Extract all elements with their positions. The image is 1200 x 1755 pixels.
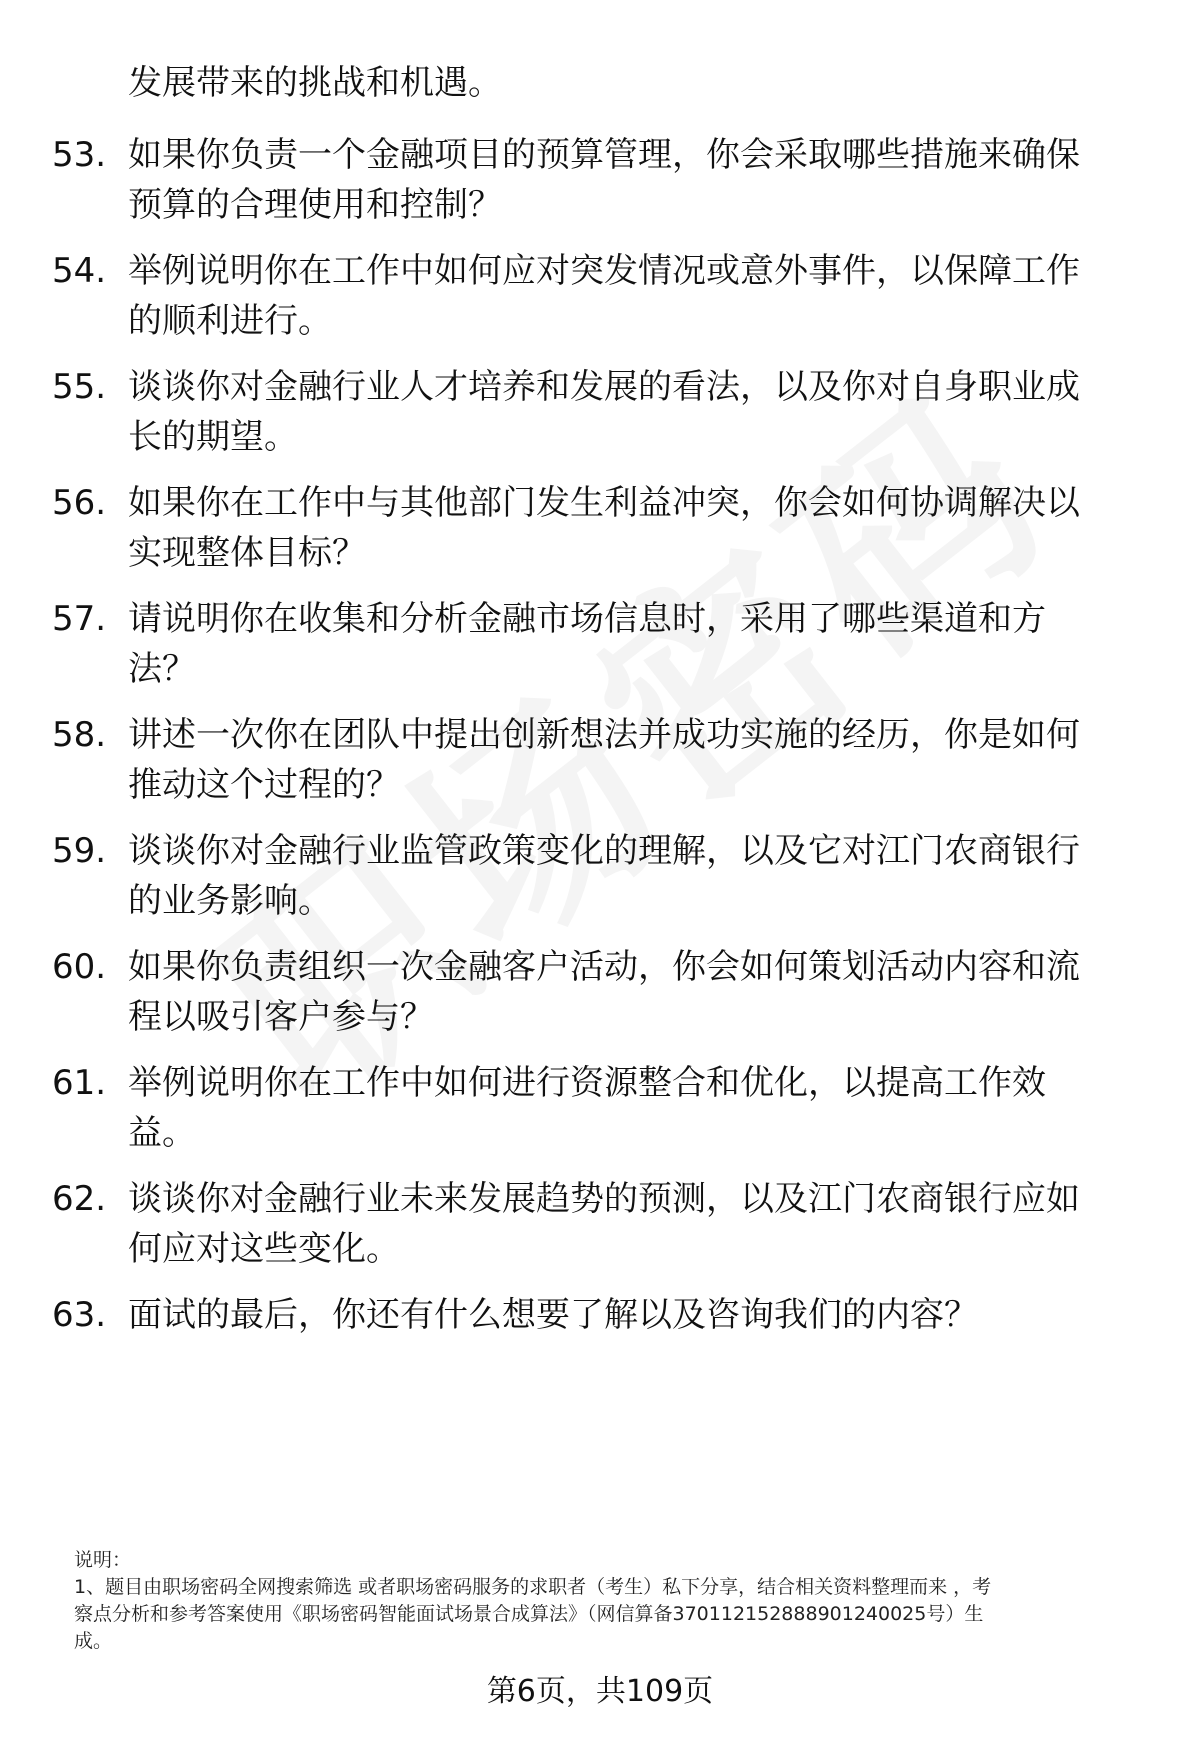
question-line: 谈谈你对金融行业人才培养和发展的看法，以及你对自身职业成 bbox=[128, 367, 1080, 407]
question-text bbox=[128, 130, 1148, 230]
question-number: 62. bbox=[52, 1179, 107, 1219]
page-number: 第6页，共109页 bbox=[486, 1674, 714, 1709]
question-number: 56. bbox=[52, 483, 107, 523]
question-line: 讲述一次你在团队中提出创新想法并成功实施的经历，你是如何 bbox=[128, 715, 1080, 755]
question-text bbox=[128, 942, 1148, 1042]
question-line: 的顺利进行。 bbox=[128, 301, 332, 341]
question-number: 59. bbox=[52, 831, 107, 871]
question-number: 55. bbox=[52, 367, 107, 407]
question-text bbox=[128, 1174, 1148, 1274]
note-section bbox=[74, 1547, 1154, 1655]
question-line: 如果你负责一个金融项目的预算管理，你会采取哪些措施来确保 bbox=[128, 135, 1080, 175]
question-number: 54. bbox=[52, 251, 107, 291]
note-line: 成。 bbox=[74, 1630, 113, 1652]
question-line: 谈谈你对金融行业未来发展趋势的预测，以及江门农商银行应如 bbox=[128, 1179, 1080, 1219]
question-line: 实现整体目标？ bbox=[128, 533, 366, 573]
question-text bbox=[128, 710, 1148, 810]
question-line: 益。 bbox=[128, 1113, 196, 1153]
question-line: 如果你负责组织一次金融客户活动，你会如何策划活动内容和流 bbox=[128, 947, 1080, 987]
question-line: 举例说明你在工作中如何应对突发情况或意外事件，以保障工作 bbox=[128, 251, 1080, 291]
note-title: 说明： bbox=[74, 1549, 132, 1571]
question-number: 61. bbox=[52, 1063, 107, 1103]
question-line: 请说明你在收集和分析金融市场信息时，采用了哪些渠道和方 bbox=[128, 599, 1046, 639]
question-number: 58. bbox=[52, 715, 107, 755]
question-text bbox=[128, 1058, 1148, 1158]
question-number: 63. bbox=[52, 1295, 107, 1335]
question-line: 推动这个过程的？ bbox=[128, 765, 400, 805]
question-text bbox=[128, 246, 1148, 346]
question-text bbox=[128, 478, 1148, 578]
question-line: 程以吸引客户参与？ bbox=[128, 997, 434, 1037]
question-number: 60. bbox=[52, 947, 107, 987]
question-line: 预算的合理使用和控制？ bbox=[128, 185, 502, 225]
question-line: 法？ bbox=[128, 649, 196, 689]
question-text bbox=[128, 362, 1148, 462]
note-line: 察点分析和参考答案使用《职场密码智能面试场景合成算法》（网信算备370112152888901240025号）生 bbox=[74, 1603, 984, 1625]
question-number: 57. bbox=[52, 599, 107, 639]
question-number: 53. bbox=[52, 135, 107, 175]
question-line: 面试的最后，你还有什么想要了解以及咨询我们的内容？ bbox=[128, 1295, 978, 1335]
question-line: 的业务影响。 bbox=[128, 881, 332, 921]
question-line: 如果你在工作中与其他部门发生利益冲突，你会如何协调解决以 bbox=[128, 483, 1080, 523]
question-line: 谈谈你对金融行业监管政策变化的理解，以及它对江门农商银行 bbox=[128, 831, 1080, 871]
question-text bbox=[128, 1290, 1148, 1340]
question-line: 举例说明你在工作中如何进行资源整合和优化，以提高工作效 bbox=[128, 1063, 1046, 1103]
note-line: 1、题目由职场密码全网搜索筛选 或者职场密码服务的求职者（考生）私下分享，结合相关资料整理而来 ，考 bbox=[74, 1576, 992, 1598]
question-line: 长的期望。 bbox=[128, 417, 298, 457]
question-line: 何应对这些变化。 bbox=[128, 1229, 400, 1269]
continuation-text: 发展带来的挑战和机遇。 bbox=[128, 63, 502, 103]
question-text bbox=[128, 826, 1148, 926]
question-text bbox=[128, 594, 1148, 694]
